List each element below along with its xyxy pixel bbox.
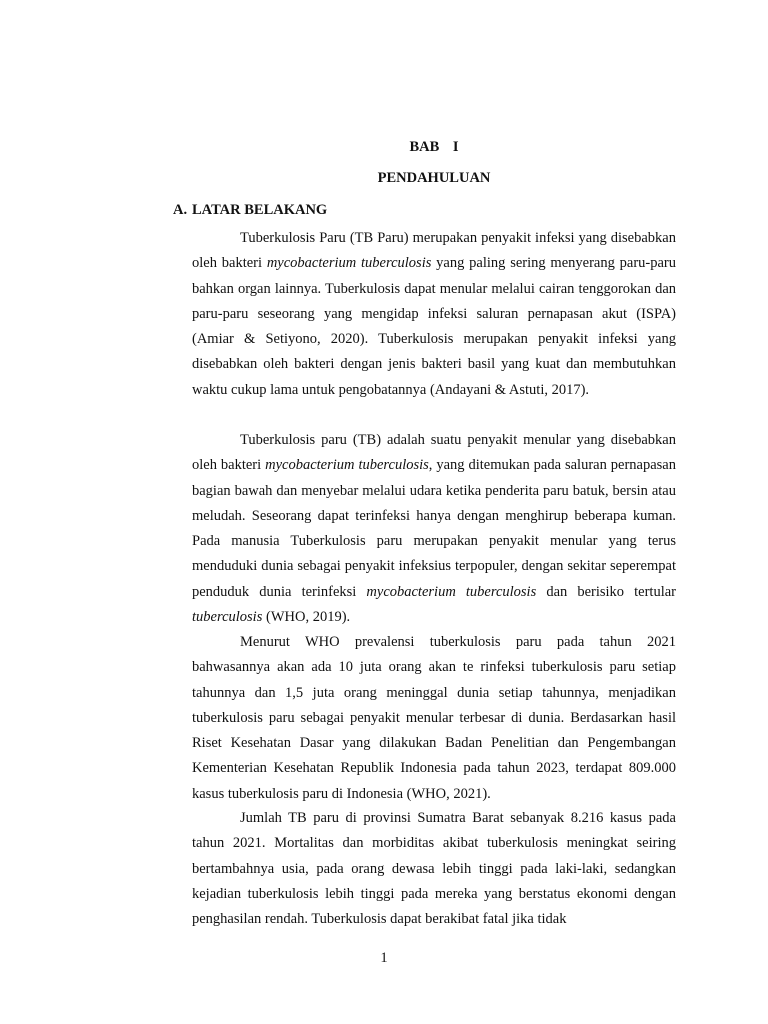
text-run: dan berisiko tertular	[536, 583, 676, 600]
text-run: Tuberkulosis paru (TB) adalah suatu penyakit menular yang disebabkan oleh bakteri	[192, 432, 676, 474]
text-run: Menurut WHO prevalensi tuberkulosis paru pada tahun 2021 bahwasannya akan ada 10 juta orang akan te rinfeksi tuberkulosis paru setiap tahunnya dan 1,5 juta orang meninggal dunia setiap tahunnya, menjadikan tuberkulosis paru sebagai penyakit menular terbesar di dunia. Berdasarkan hasil Riset Kesehatan Dasar yang dilakukan Badan Penelitian dan Pengembangan Kementerian Kesehatan Republik Indonesia pada tahun 2023, terdapat 809.000 kasus tuberkulosis paru di Indonesia (WHO, 2021).	[192, 634, 676, 802]
text-run: , yang ditemukan pada saluran pernapasan bagian bawah dan menyebar melalui udara ketika penderita paru batuk, bersin atau meludah. Seseorang dapat terinfeksi hanya dengan menghirup beberapa kuman. Pada manusia Tuberkulosis paru merupakan penyakit menular yang terus menduduki dunia sebagai penyakit infeksius terpopuler, dengan sekitar seperempat penduduk dunia terinfeksi	[192, 457, 676, 600]
italic-term: mycobacterium tuberculosis	[266, 255, 432, 272]
text-run: Jumlah TB paru di provinsi Sumatra Barat sebanyak 8.216 kasus pada tahun 2021. Mortalitas dan morbiditas akibat tuberkulosis meningkat seiring bertambahnya usia, pada orang dewasa lebih tinggi pada laki-laki, sedangkan kejadian tuberkulosis lebih tinggi pada mereka yang berstatus ekonomi dengan penghasilan rendah. Tuberkulosis dapat berakibat fatal jika tidak	[192, 810, 676, 927]
chapter-title: PENDAHULUAN	[377, 170, 491, 186]
italic-term: tuberculosis	[192, 608, 263, 625]
paragraph	[192, 428, 676, 630]
page-number: 1	[380, 950, 388, 966]
section-number: A.	[173, 202, 188, 218]
paragraph	[192, 226, 676, 403]
paragraph	[192, 806, 676, 932]
italic-term: mycobacterium tuberculosis	[366, 583, 537, 600]
section-heading	[173, 200, 327, 220]
section-title: LATAR BELAKANG	[192, 202, 328, 218]
chapter-number: BAB I	[409, 139, 459, 155]
paragraph	[192, 630, 676, 807]
text-run: Tuberkulosis Paru (TB Paru) merupakan penyakit infeksi yang disebabkan oleh bakteri	[192, 230, 676, 272]
text-run: yang paling sering menyerang paru-paru bahkan organ lainnya. Tuberkulosis dapat menular melalui cairan tenggorokan dan paru-paru seseorang yang mengidap infeksi saluran pernapasan akut (ISPA) (Amiar & Setiyono, 2020). Tuberkulosis merupakan penyakit infeksi yang disebabkan oleh bakteri dengan jenis bakteri basil yang kuat dan membutuhkan waktu cukup lama untuk pengobatannya (Andayani & Astuti, 2017).	[192, 255, 677, 398]
text-run: (WHO, 2019).	[262, 608, 351, 625]
italic-term: mycobacterium tuberculosis	[265, 457, 429, 474]
